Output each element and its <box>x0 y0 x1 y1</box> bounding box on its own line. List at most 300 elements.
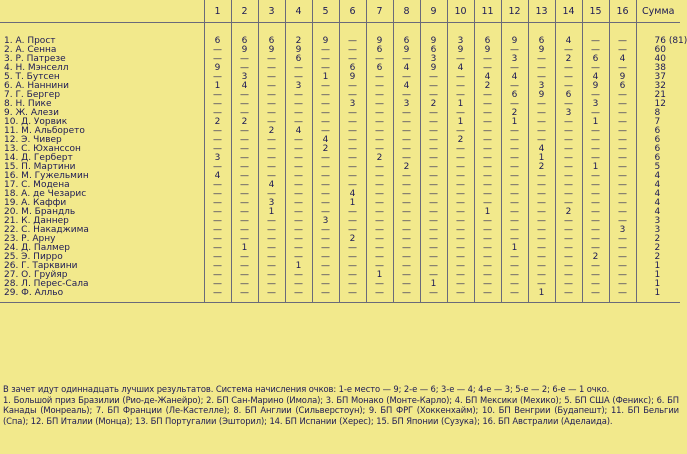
points-cell: 3 <box>528 82 555 91</box>
points-cell: — <box>555 100 582 109</box>
points-cell: 3 <box>258 199 285 208</box>
points-cell: — <box>312 172 339 181</box>
points-cell: — <box>609 253 636 262</box>
points-cell: — <box>312 46 339 55</box>
points-cell: — <box>447 109 474 118</box>
points-cell: — <box>312 289 339 303</box>
points-cell: — <box>312 55 339 64</box>
points-cell: — <box>501 64 528 73</box>
points-cell: 4 <box>285 127 312 136</box>
table-row <box>0 55 680 64</box>
points-cell: — <box>420 244 447 253</box>
points-cell: 1 <box>447 118 474 127</box>
points-cell: — <box>501 217 528 226</box>
table-row <box>0 190 680 199</box>
points-cell: — <box>366 82 393 91</box>
points-cell: — <box>447 271 474 280</box>
driver-name: 3. Р. Патрезе <box>4 54 66 64</box>
points-cell: — <box>501 172 528 181</box>
points-cell: — <box>555 73 582 82</box>
points-cell: — <box>258 244 285 253</box>
points-cell: — <box>582 127 609 136</box>
points-cell: — <box>258 109 285 118</box>
points-cell: — <box>393 217 420 226</box>
points-cell: — <box>312 82 339 91</box>
points-cell: — <box>528 235 555 244</box>
total-points: 1 <box>636 280 680 289</box>
driver-name: 6. А. Наннини <box>4 81 69 91</box>
points-cell: — <box>339 109 366 118</box>
points-cell: — <box>501 253 528 262</box>
header-race-11: 11 <box>474 0 501 23</box>
points-cell: — <box>420 199 447 208</box>
points-cell: — <box>609 190 636 199</box>
points-cell: — <box>312 91 339 100</box>
header-total: Сумма <box>636 0 680 23</box>
table-row <box>0 109 680 118</box>
points-cell: — <box>339 226 366 235</box>
points-cell: — <box>501 280 528 289</box>
points-cell: — <box>339 163 366 172</box>
points-cell: — <box>258 118 285 127</box>
points-cell: — <box>312 262 339 271</box>
points-cell: — <box>447 226 474 235</box>
points-cell: 2 <box>204 118 231 127</box>
total-points: 2 <box>636 235 680 244</box>
points-cell: — <box>420 262 447 271</box>
points-cell: — <box>258 190 285 199</box>
table-row <box>0 253 680 262</box>
points-cell: — <box>447 154 474 163</box>
points-cell: 3 <box>447 23 474 47</box>
header-race-10: 10 <box>447 0 474 23</box>
header-race-5: 5 <box>312 0 339 23</box>
points-cell: — <box>528 208 555 217</box>
points-cell: 9 <box>609 73 636 82</box>
points-cell: — <box>231 226 258 235</box>
points-cell: — <box>231 91 258 100</box>
points-cell: — <box>285 109 312 118</box>
table-row <box>0 127 680 136</box>
points-cell: 4 <box>555 23 582 47</box>
points-cell: — <box>555 217 582 226</box>
points-cell: — <box>447 289 474 303</box>
points-cell: — <box>312 271 339 280</box>
points-cell: 1 <box>312 73 339 82</box>
points-cell: — <box>285 190 312 199</box>
points-cell: — <box>582 280 609 289</box>
points-cell: — <box>204 208 231 217</box>
points-cell: — <box>420 235 447 244</box>
points-cell: — <box>285 244 312 253</box>
points-cell: 3 <box>339 100 366 109</box>
points-cell: — <box>555 271 582 280</box>
points-cell: — <box>285 172 312 181</box>
points-cell: — <box>366 235 393 244</box>
points-cell: — <box>393 208 420 217</box>
points-cell: — <box>582 208 609 217</box>
points-cell: — <box>501 190 528 199</box>
points-cell: — <box>555 190 582 199</box>
points-cell: — <box>339 46 366 55</box>
total-points: 6 <box>636 127 680 136</box>
points-cell: — <box>339 82 366 91</box>
points-cell: — <box>609 118 636 127</box>
points-cell: — <box>204 136 231 145</box>
points-cell: — <box>420 217 447 226</box>
points-cell: — <box>366 181 393 190</box>
total-points: 7 <box>636 118 680 127</box>
points-cell: 9 <box>420 23 447 47</box>
points-cell: — <box>501 226 528 235</box>
points-cell: — <box>528 280 555 289</box>
points-cell: 9 <box>258 46 285 55</box>
points-cell: 2 <box>366 154 393 163</box>
points-cell: — <box>474 100 501 109</box>
points-cell: — <box>393 172 420 181</box>
points-cell: 6 <box>339 64 366 73</box>
points-cell: — <box>528 109 555 118</box>
points-cell: — <box>204 73 231 82</box>
points-cell: — <box>312 253 339 262</box>
points-cell: — <box>231 55 258 64</box>
points-cell: — <box>582 262 609 271</box>
points-cell: — <box>258 100 285 109</box>
points-cell: — <box>501 262 528 271</box>
points-cell: 9 <box>582 82 609 91</box>
points-cell: — <box>501 154 528 163</box>
points-cell: — <box>204 226 231 235</box>
points-cell: 1 <box>501 118 528 127</box>
points-cell: — <box>366 136 393 145</box>
driver-name: 15. П. Мартини <box>4 162 76 172</box>
points-cell: — <box>285 181 312 190</box>
total-points: 8 <box>636 109 680 118</box>
points-cell: — <box>258 280 285 289</box>
points-cell: — <box>609 199 636 208</box>
points-cell: — <box>366 172 393 181</box>
driver-name: 23. Р. Арну <box>4 234 56 244</box>
points-cell: — <box>285 163 312 172</box>
points-cell: — <box>231 100 258 109</box>
points-cell: — <box>582 172 609 181</box>
total-points: 40 <box>636 55 680 64</box>
points-cell: — <box>312 163 339 172</box>
points-cell: — <box>285 217 312 226</box>
points-cell: — <box>366 244 393 253</box>
driver-name: 16. М. Гужельмин <box>4 171 89 181</box>
points-cell: — <box>339 91 366 100</box>
table-row <box>0 91 680 100</box>
points-cell: — <box>501 271 528 280</box>
points-cell: — <box>420 163 447 172</box>
points-cell: 4 <box>339 190 366 199</box>
points-cell: 4 <box>609 55 636 64</box>
table-body <box>0 23 687 303</box>
points-cell: — <box>204 91 231 100</box>
points-cell: 9 <box>528 46 555 55</box>
table-row <box>0 82 680 91</box>
points-cell: — <box>258 271 285 280</box>
points-cell: — <box>582 199 609 208</box>
points-cell: — <box>231 190 258 199</box>
points-cell: — <box>474 253 501 262</box>
driver-name: 5. Т. Бутсен <box>4 72 60 82</box>
points-cell: — <box>609 91 636 100</box>
points-cell: — <box>609 208 636 217</box>
points-cell: — <box>339 208 366 217</box>
driver-name: 10. Д. Уорвик <box>4 117 68 127</box>
points-cell: — <box>258 73 285 82</box>
total-points: 12 <box>636 100 680 109</box>
points-cell: — <box>258 253 285 262</box>
points-cell: 2 <box>231 118 258 127</box>
points-cell: — <box>231 253 258 262</box>
driver-name: 18. А. де Чезарис <box>4 189 87 199</box>
points-cell: — <box>393 253 420 262</box>
points-cell: — <box>501 208 528 217</box>
points-cell: — <box>609 262 636 271</box>
points-cell: — <box>366 100 393 109</box>
points-cell: — <box>474 118 501 127</box>
points-cell: — <box>312 127 339 136</box>
points-cell: — <box>312 181 339 190</box>
points-cell: — <box>312 118 339 127</box>
points-cell: 9 <box>474 46 501 55</box>
points-cell: 3 <box>609 226 636 235</box>
total-points: 2 <box>636 244 680 253</box>
points-cell: 1 <box>528 289 555 303</box>
points-cell: — <box>555 244 582 253</box>
points-cell: 4 <box>474 73 501 82</box>
points-cell: — <box>204 127 231 136</box>
points-cell: — <box>555 280 582 289</box>
points-cell: 3 <box>501 55 528 64</box>
points-cell: — <box>393 136 420 145</box>
points-cell: — <box>420 154 447 163</box>
points-cell: — <box>366 280 393 289</box>
points-cell: — <box>312 226 339 235</box>
points-cell: 2 <box>258 127 285 136</box>
points-cell: 2 <box>447 136 474 145</box>
total-points: 3 <box>636 226 680 235</box>
points-cell: 6 <box>258 23 285 47</box>
points-cell: — <box>501 181 528 190</box>
points-cell: 9 <box>501 23 528 47</box>
points-cell: — <box>366 118 393 127</box>
points-cell: — <box>609 280 636 289</box>
points-cell: — <box>609 154 636 163</box>
total-points: 5 <box>636 163 680 172</box>
points-cell: — <box>393 127 420 136</box>
table-row <box>0 163 680 172</box>
points-cell: — <box>366 55 393 64</box>
table-row <box>0 226 680 235</box>
points-cell: — <box>528 136 555 145</box>
points-cell: — <box>474 55 501 64</box>
points-cell: — <box>339 217 366 226</box>
points-cell: 9 <box>366 23 393 47</box>
points-cell: — <box>474 145 501 154</box>
points-cell: — <box>528 55 555 64</box>
points-cell: — <box>420 208 447 217</box>
points-cell: — <box>474 109 501 118</box>
points-cell: — <box>420 73 447 82</box>
points-cell: — <box>258 226 285 235</box>
points-cell: — <box>474 271 501 280</box>
points-cell: — <box>312 190 339 199</box>
driver-name: 7. Г. Бергер <box>4 90 61 100</box>
points-cell: 1 <box>366 271 393 280</box>
points-cell: — <box>582 217 609 226</box>
points-cell: 9 <box>528 91 555 100</box>
points-cell: 3 <box>312 217 339 226</box>
points-cell: — <box>555 226 582 235</box>
points-cell: — <box>609 145 636 154</box>
points-cell: — <box>474 280 501 289</box>
points-cell: — <box>474 181 501 190</box>
points-cell: — <box>528 262 555 271</box>
points-cell: — <box>474 91 501 100</box>
total-points: 4 <box>636 172 680 181</box>
points-cell: — <box>420 226 447 235</box>
header-race-12: 12 <box>501 0 528 23</box>
points-cell: — <box>339 136 366 145</box>
points-cell: — <box>204 244 231 253</box>
points-cell: — <box>339 23 366 47</box>
driver-name: 14. Д. Герберт <box>4 153 73 163</box>
points-cell: 3 <box>420 55 447 64</box>
points-cell: 4 <box>582 73 609 82</box>
total-points: 60 <box>636 46 680 55</box>
points-cell: 3 <box>285 82 312 91</box>
points-cell: 2 <box>285 23 312 47</box>
points-cell: — <box>582 289 609 303</box>
points-cell: — <box>420 91 447 100</box>
header-race-4: 4 <box>285 0 312 23</box>
points-cell: — <box>339 55 366 64</box>
points-cell: — <box>339 118 366 127</box>
driver-name: 4. Н. Мэнселл <box>4 63 69 73</box>
points-cell: — <box>447 208 474 217</box>
points-cell: — <box>501 145 528 154</box>
points-cell: — <box>474 127 501 136</box>
points-cell: — <box>582 23 609 47</box>
points-cell: — <box>474 244 501 253</box>
points-cell: — <box>366 208 393 217</box>
table-row <box>0 172 680 181</box>
points-cell: — <box>393 235 420 244</box>
points-cell: 4 <box>393 82 420 91</box>
points-cell: — <box>285 100 312 109</box>
points-cell: 1 <box>231 244 258 253</box>
points-cell: — <box>204 145 231 154</box>
points-cell: — <box>447 253 474 262</box>
points-cell: — <box>393 289 420 303</box>
points-cell: — <box>366 226 393 235</box>
points-cell: — <box>312 208 339 217</box>
driver-name: 28. Л. Перес-Сала <box>4 279 89 289</box>
points-cell: — <box>339 262 366 271</box>
driver-name: 13. С. Юханссон <box>4 144 81 154</box>
points-cell: — <box>285 289 312 303</box>
points-cell: — <box>582 145 609 154</box>
points-cell: — <box>447 82 474 91</box>
points-cell: — <box>312 244 339 253</box>
points-cell: — <box>366 127 393 136</box>
points-cell: 1 <box>528 154 555 163</box>
points-cell: — <box>285 73 312 82</box>
points-cell: — <box>420 253 447 262</box>
driver-name: 22. С. Накаджима <box>4 225 89 235</box>
points-cell: — <box>339 280 366 289</box>
points-cell: — <box>582 226 609 235</box>
points-cell: — <box>420 82 447 91</box>
points-cell: — <box>555 46 582 55</box>
points-cell: — <box>231 208 258 217</box>
header-race-14: 14 <box>555 0 582 23</box>
table-row <box>0 280 680 289</box>
total-points: 21 <box>636 91 680 100</box>
points-cell: 3 <box>204 154 231 163</box>
points-cell: 4 <box>312 136 339 145</box>
points-cell: — <box>339 172 366 181</box>
points-cell: — <box>582 91 609 100</box>
total-points: 38 <box>636 64 680 73</box>
points-cell: — <box>204 163 231 172</box>
driver-name: 20. М. Брандль <box>4 207 76 217</box>
points-cell: — <box>231 172 258 181</box>
points-cell: — <box>393 181 420 190</box>
points-cell: — <box>528 100 555 109</box>
points-cell: — <box>555 154 582 163</box>
points-cell: — <box>474 226 501 235</box>
points-cell: — <box>474 172 501 181</box>
points-cell: — <box>447 55 474 64</box>
total-points: 1 <box>636 289 680 303</box>
points-cell: — <box>555 172 582 181</box>
points-cell: — <box>582 64 609 73</box>
points-cell: — <box>447 217 474 226</box>
total-points: 1 <box>636 262 680 271</box>
points-cell: — <box>231 127 258 136</box>
points-cell: — <box>420 190 447 199</box>
points-cell: — <box>204 55 231 64</box>
points-cell: — <box>528 181 555 190</box>
points-cell: 6 <box>474 23 501 47</box>
points-cell: — <box>366 109 393 118</box>
points-cell: — <box>285 280 312 289</box>
table-row <box>0 244 680 253</box>
points-cell: — <box>582 136 609 145</box>
points-cell: — <box>204 289 231 303</box>
total-points: 2 <box>636 253 680 262</box>
points-cell: — <box>258 235 285 244</box>
points-cell: — <box>204 100 231 109</box>
points-cell: — <box>555 253 582 262</box>
total-points: 4 <box>636 190 680 199</box>
table-row <box>0 199 680 208</box>
points-cell: — <box>285 145 312 154</box>
points-cell: 9 <box>447 46 474 55</box>
points-cell: — <box>339 271 366 280</box>
points-cell: — <box>420 136 447 145</box>
points-cell: 2 <box>393 163 420 172</box>
table-row <box>0 262 680 271</box>
points-cell: — <box>393 73 420 82</box>
points-cell: — <box>555 136 582 145</box>
points-cell: — <box>609 181 636 190</box>
